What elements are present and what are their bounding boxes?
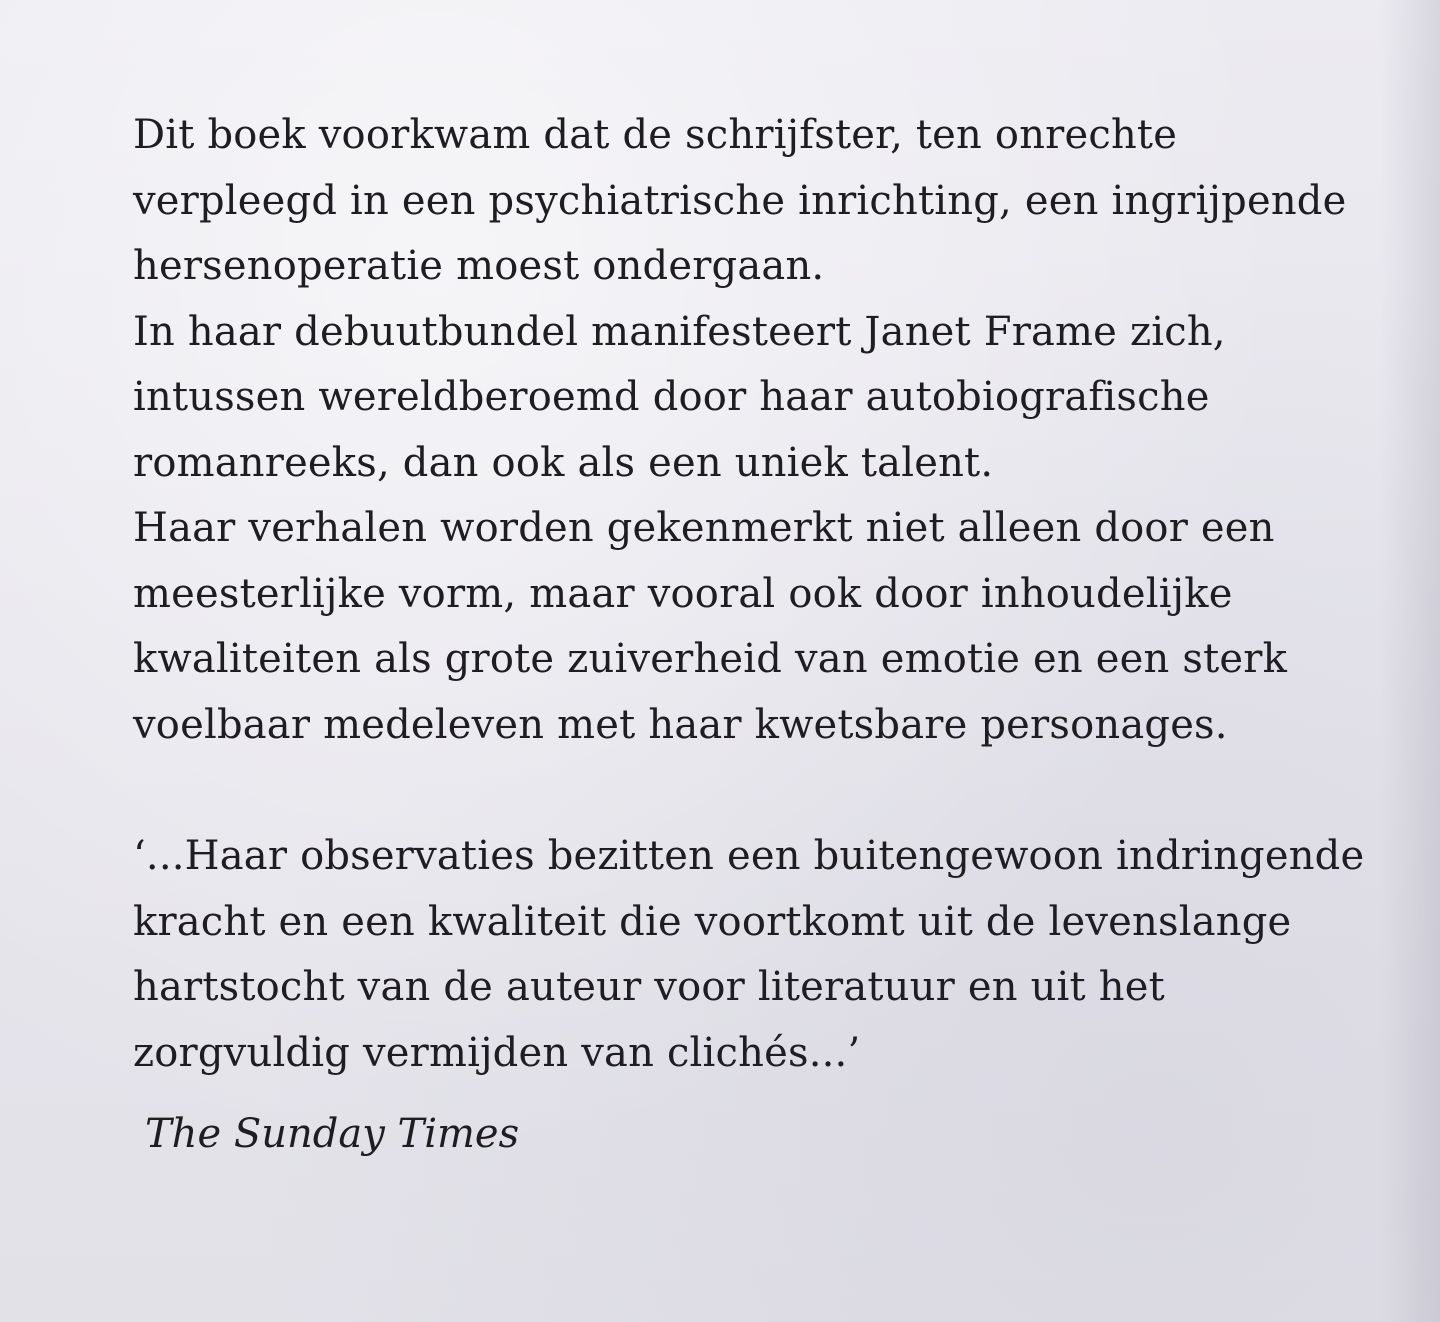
blurb-line: In haar debuutbundel manifesteert Janet Frame zich,: [133, 308, 1226, 355]
blurb-line: meesterlijke vorm, maar vooral ook door inhoudelijke: [133, 570, 1233, 617]
blurb-paragraph: [133, 103, 1383, 758]
blurb-line: hersenoperatie moest ondergaan.: [133, 243, 825, 289]
press-quote: [133, 824, 1383, 1086]
blurb-line: Haar verhalen worden gekenmerkt niet alleen door een: [133, 505, 1275, 551]
quote-line: ‘...Haar observaties bezitten een buitengewoon indringende: [133, 833, 1365, 879]
blurb-line: voelbaar medeleven met haar kwetsbare personages.: [133, 701, 1228, 748]
quote-line: kracht en een kwaliteit die voortkomt uit de levenslange: [133, 898, 1292, 945]
quote-line: hartstocht van de auteur voor literatuur en uit het: [133, 964, 1165, 1010]
blurb-line: romanreeks, dan ook als een uniek talent.: [133, 439, 994, 486]
paragraph-spacer: [133, 758, 1383, 824]
back-cover-text: [133, 103, 1383, 1164]
blurb-line: kwaliteiten als grote zuiverheid van emotie en een sterk: [133, 636, 1288, 682]
blurb-line: Dit boek voorkwam dat de schrijfster, ten onrechte: [133, 112, 1178, 158]
blurb-line: verpleegd in een psychiatrische inrichting, een ingrijpende: [133, 177, 1347, 224]
quote-line: zorgvuldig vermijden van clichés...’: [133, 1029, 861, 1076]
quote-attribution: The Sunday Times: [145, 1111, 520, 1157]
page-edge-shadow: [1380, 0, 1440, 1322]
blurb-line: intussen wereldberoemd door haar autobiografische: [133, 374, 1210, 420]
